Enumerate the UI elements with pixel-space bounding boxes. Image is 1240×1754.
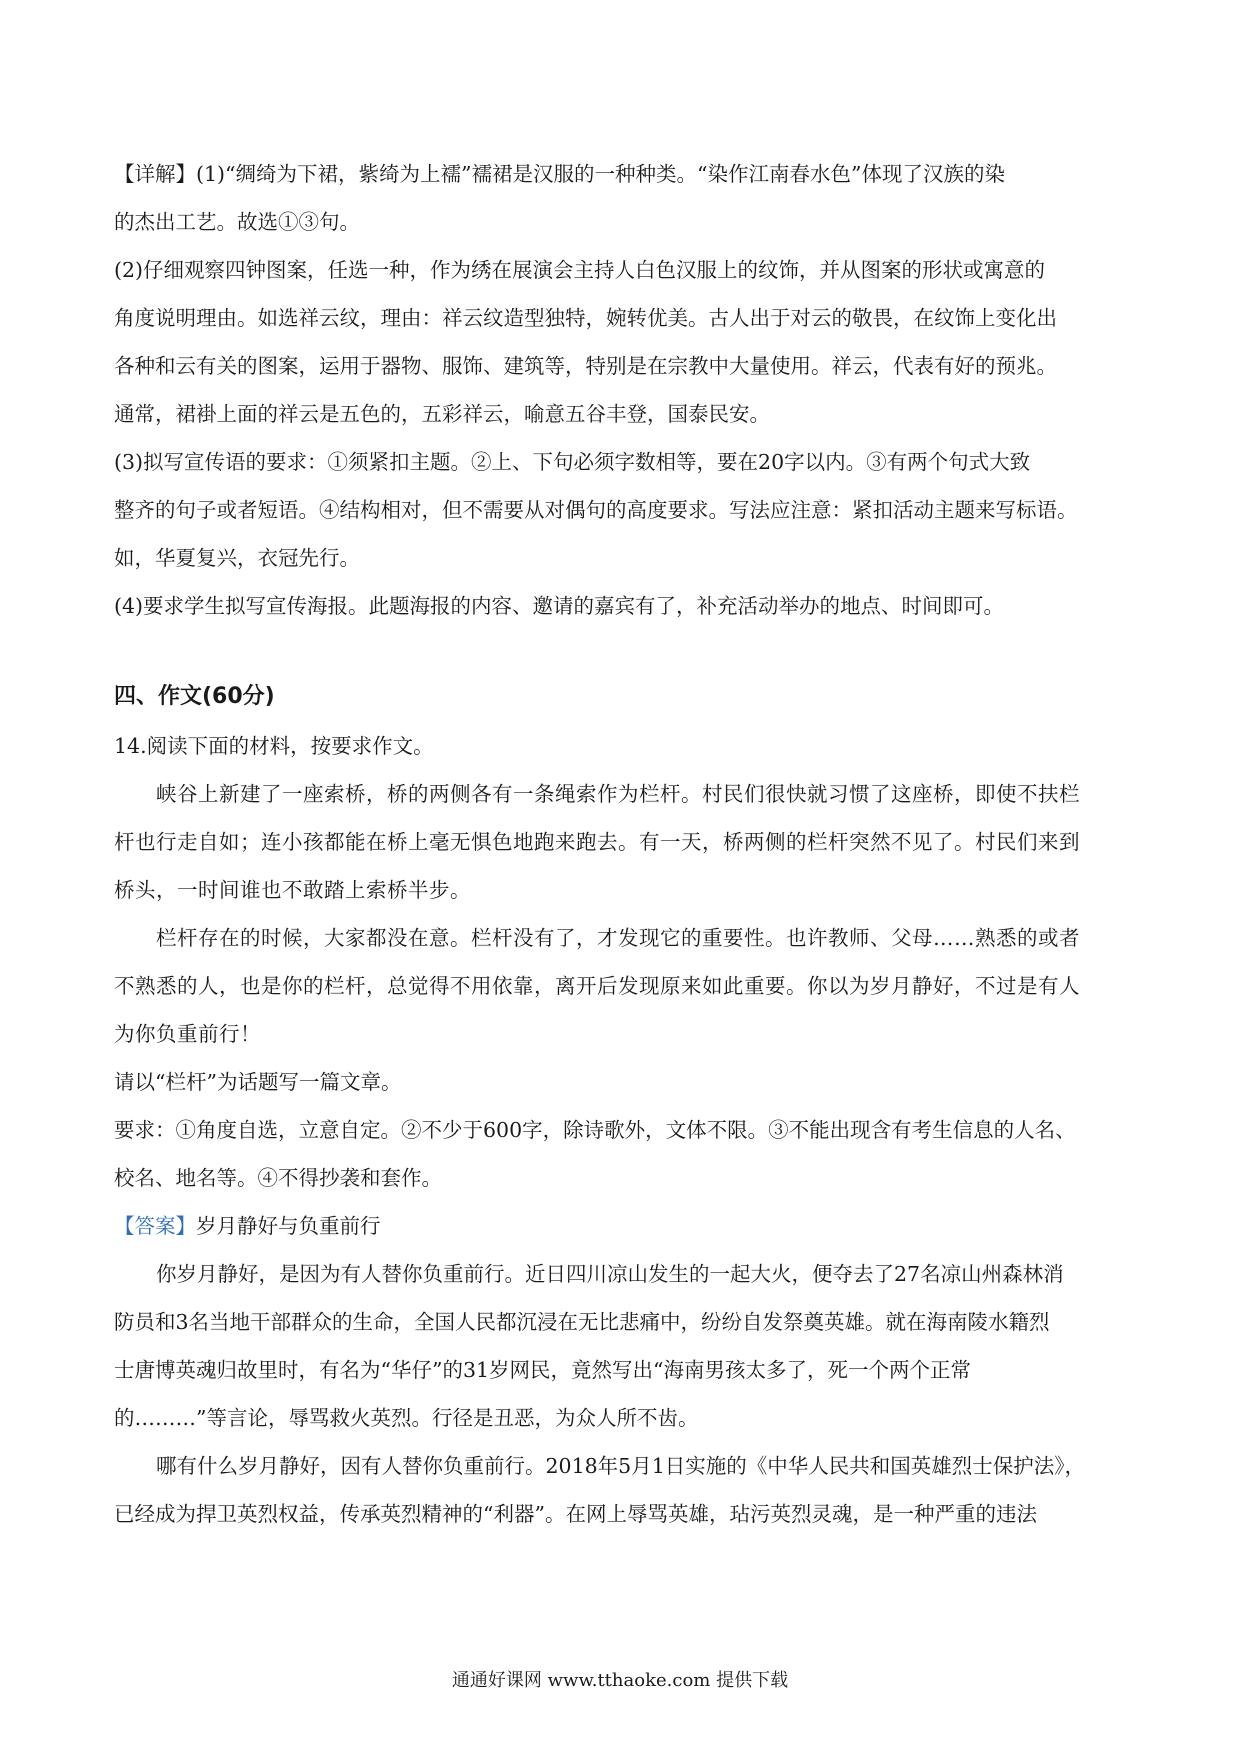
answer-line: 哪有什么岁月静好，因有人替你负重前行。2018年5月1日实施的《中华人民共和国英雄烈士保护法》， <box>156 1454 1086 1478</box>
detail-line: (4)要求学生拟写宣传海报。此题海报的内容、邀请的嘉宾有了，补充活动举办的地点、时间即可。 <box>114 594 1005 618</box>
answer-paragraph-2 <box>114 1442 1134 1538</box>
answer-heading <box>114 1202 1134 1250</box>
detail-line: 各种和云有关的图案，运用于器物、服饰、建筑等，特别是在宗教中大量使用。祥云，代表有好的预兆。 <box>114 354 1057 378</box>
detail-line: 如，华夏复兴，衣冠先行。 <box>114 546 360 570</box>
section-title: 四、作文(60分) <box>114 684 275 709</box>
answer-label: 【答案】 <box>114 1214 196 1238</box>
answer-line: 的………”等言论，辱骂救火英烈。行径是丑恶，为众人所不齿。 <box>114 1406 699 1430</box>
requirements-line: 校名、地名等。④不得抄袭和套作。 <box>114 1166 442 1190</box>
section-spacer <box>114 630 1134 672</box>
detail-explanation <box>114 150 1134 630</box>
page-footer: 通通好课网 www.tthaoke.com 提供下载 <box>451 1670 789 1691</box>
answer-line: 士唐博英魂归故里时，有名为“华仔”的31岁网民，竟然写出“海南男孩太多了，死一个两个正常 <box>114 1358 972 1382</box>
material-line: 为你负重前行！ <box>114 1022 261 1046</box>
answer-line: 你岁月静好，是因为有人替你负重前行。近日四川凉山发生的一起大火，便夺去了27名凉山州森林消 <box>156 1262 1064 1286</box>
material-line: 桥头，一时间谁也不敢踏上索桥半步。 <box>114 878 471 902</box>
detail-line: 的杰出工艺。故选①③句。 <box>114 210 360 234</box>
question-prompt: 14.阅读下面的材料，按要求作文。 <box>114 734 434 758</box>
answer-paragraph-1 <box>114 1250 1134 1442</box>
detail-line: 通常，裙褂上面的祥云是五色的，五彩祥云，喻意五谷丰登，国泰民安。 <box>114 402 770 426</box>
detail-line: (2)仔细观察四钟图案，任选一种，作为绣在展演会主持人白色汉服上的纹饰，并从图案的形状或寓意的 <box>114 258 1046 282</box>
detail-line: (3)拟写宣传语的要求：①须紧扣主题。②上、下句必须字数相等，要在20字以内。③有两个句式大致 <box>114 450 1031 474</box>
question-task: 请以“栏杆”为话题写一篇文章。 <box>114 1070 402 1094</box>
detail-line: 整齐的句子或者短语。④结构相对，但不需要从对偶句的高度要求。写法应注意：紧扣活动主题来写标语。 <box>114 498 1078 522</box>
answer-line: 防员和3名当地干部群众的生命，全国人民都沉浸在无比悲痛中，纷纷自发祭奠英雄。就在海南陵水籍烈 <box>114 1310 1050 1334</box>
page-content <box>114 150 1134 1538</box>
material-line: 不熟悉的人，也是你的栏杆，总觉得不用依靠，离开后发现原来如此重要。你以为岁月静好，不过是有人 <box>114 974 1080 998</box>
question-requirements <box>114 1106 1134 1202</box>
answer-line: 已经成为捍卫英烈权益，传承英烈精神的“利器”。在网上辱骂英雄，玷污英烈灵魂，是一种严重的违法 <box>114 1502 1037 1526</box>
answer-title: 岁月静好与负重前行 <box>196 1214 381 1238</box>
material-line: 栏杆存在的时候，大家都没在意。栏杆没有了，才发现它的重要性。也许教师、父母……熟悉的或者 <box>156 926 1080 950</box>
detail-line: 角度说明理由。如选祥云纹，理由：祥云纹造型独特，婉转优美。古人出于对云的敬畏，在纹饰上变化出 <box>114 306 1057 330</box>
question-material <box>114 770 1134 1058</box>
material-line: 杆也行走自如；连小孩都能在桥上毫无惧色地跑来跑去。有一天，桥两侧的栏杆突然不见了。村民们来到 <box>114 830 1080 854</box>
requirements-line: 要求：①角度自选，立意自定。②不少于600字，除诗歌外，文体不限。③不能出现含有考生信息的人名、 <box>114 1118 1076 1142</box>
material-line: 峡谷上新建了一座索桥，桥的两侧各有一条绳索作为栏杆。村民们很快就习惯了这座桥，即使不扶栏 <box>156 782 1080 806</box>
detail-line: 【详解】(1)“绸绮为下裙，紫绮为上襦”襦裙是汉服的一种种类。“染作江南春水色”体现了汉族的染 <box>114 162 1005 186</box>
